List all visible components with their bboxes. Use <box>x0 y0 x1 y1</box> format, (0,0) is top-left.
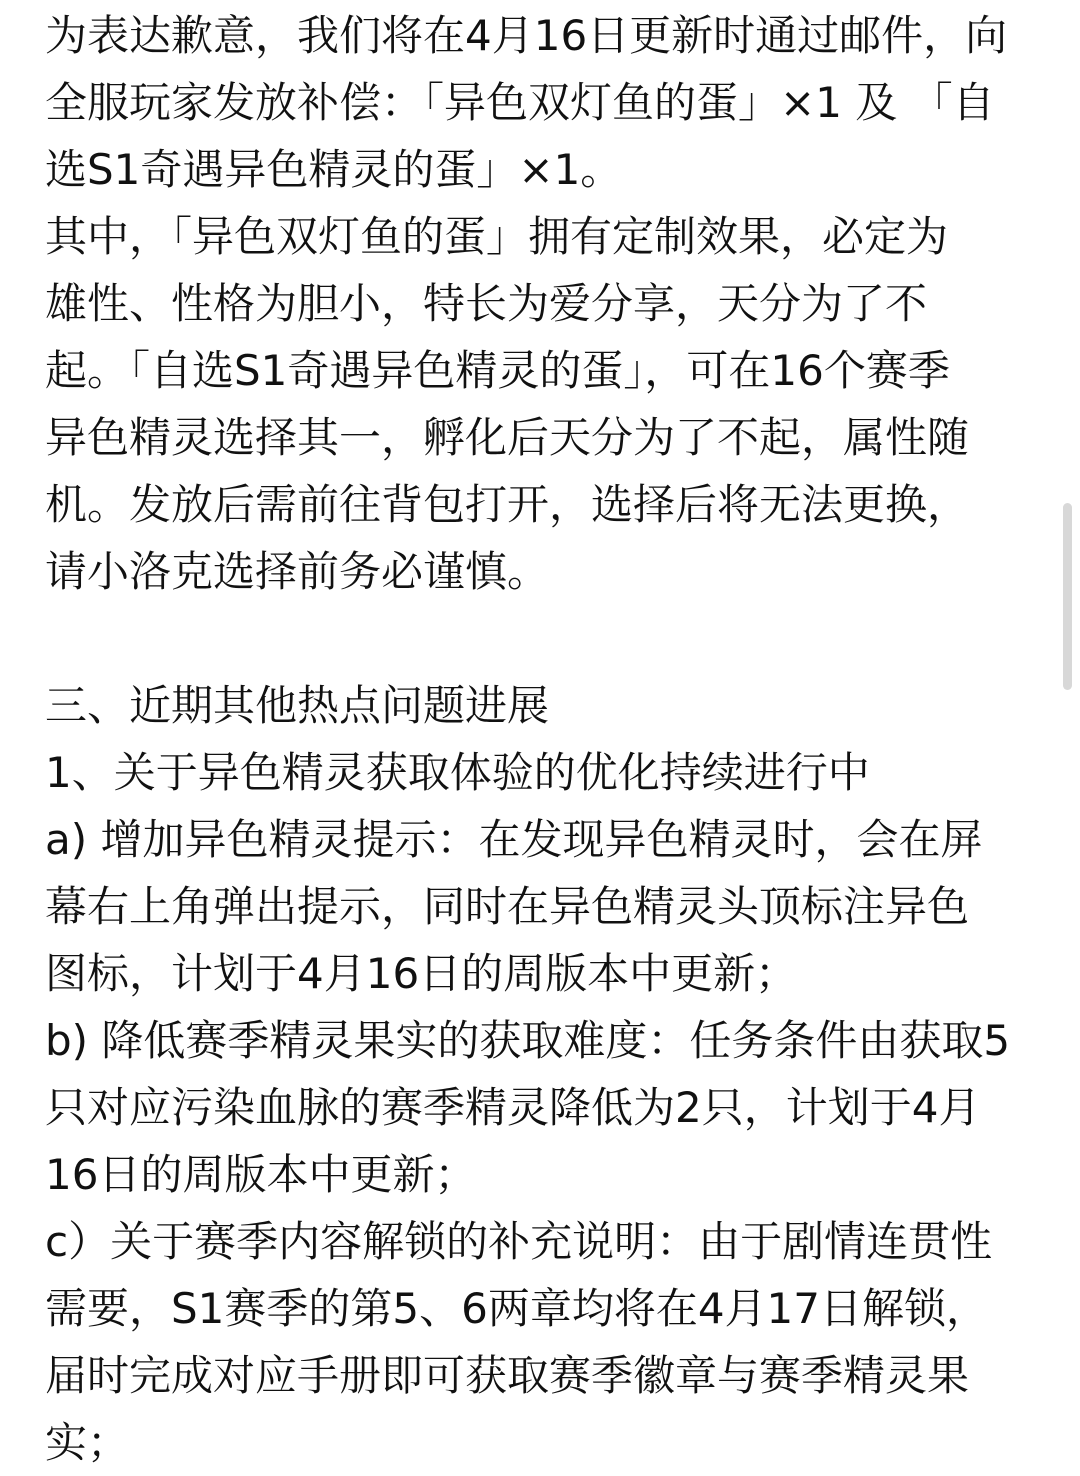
item-c-line: c）关于赛季内容解锁的补充说明：由于剧情连贯性 <box>45 1217 993 1266</box>
paragraph-line: 为表达歉意，我们将在4月16日更新时通过邮件，向 <box>45 11 1008 60</box>
item-heading: 1、关于异色精灵获取体验的优化持续进行中 <box>45 748 870 797</box>
item-c-line: 届时完成对应手册即可获取赛季徽章与赛季精灵果 <box>45 1351 970 1400</box>
article-body <box>45 2 1045 1476</box>
paragraph-line: 雄性、性格为胆小，特长为爱分享，天分为了不 <box>45 279 928 328</box>
item-b-line: b) 降低赛季精灵果实的获取难度：任务条件由获取5 <box>45 1016 1011 1065</box>
paragraph-line: 机。发放后需前往背包打开，选择后将无法更换， <box>45 480 970 529</box>
paragraph-line: 请小洛克选择前务必谨慎。 <box>45 547 550 596</box>
item-b-line: 只对应污染血脉的赛季精灵降低为2只，计划于4月 <box>45 1083 981 1132</box>
item-b-line: 16日的周版本中更新； <box>45 1150 477 1199</box>
item-a <box>45 806 1045 1007</box>
item-c-line: 需要，S1赛季的第5、6两章均将在4月17日解锁， <box>45 1284 988 1333</box>
paragraph-spacer <box>45 605 1045 672</box>
paragraph-line: 全服玩家发放补偿：「异色双灯鱼的蛋」×1 及 「自 <box>45 78 995 127</box>
item-a-line: a) 增加异色精灵提示：在发现异色精灵时，会在屏 <box>45 815 983 864</box>
paragraph-line: 起。「自选S1奇遇异色精灵的蛋」，可在16个赛季 <box>45 346 950 395</box>
item-c <box>45 1208 1045 1476</box>
item-c-line: 实； <box>45 1418 130 1467</box>
section-heading: 三、近期其他热点问题进展 <box>45 681 550 730</box>
paragraph-line: 异色精灵选择其一，孵化后天分为了不起，属性随 <box>45 413 970 462</box>
item-b <box>45 1007 1045 1208</box>
scrollbar-thumb[interactable] <box>1063 503 1072 690</box>
item-a-line: 幕右上角弹出提示，同时在异色精灵头顶标注异色 <box>45 882 970 931</box>
paragraph-line: 其中，「异色双灯鱼的蛋」拥有定制效果，必定为 <box>45 212 949 261</box>
paragraph-line: 选S1奇遇异色精灵的蛋」×1。 <box>45 145 623 194</box>
compensation-paragraph <box>45 2 1045 605</box>
item-a-line: 图标，计划于4月16日的周版本中更新； <box>45 949 798 998</box>
